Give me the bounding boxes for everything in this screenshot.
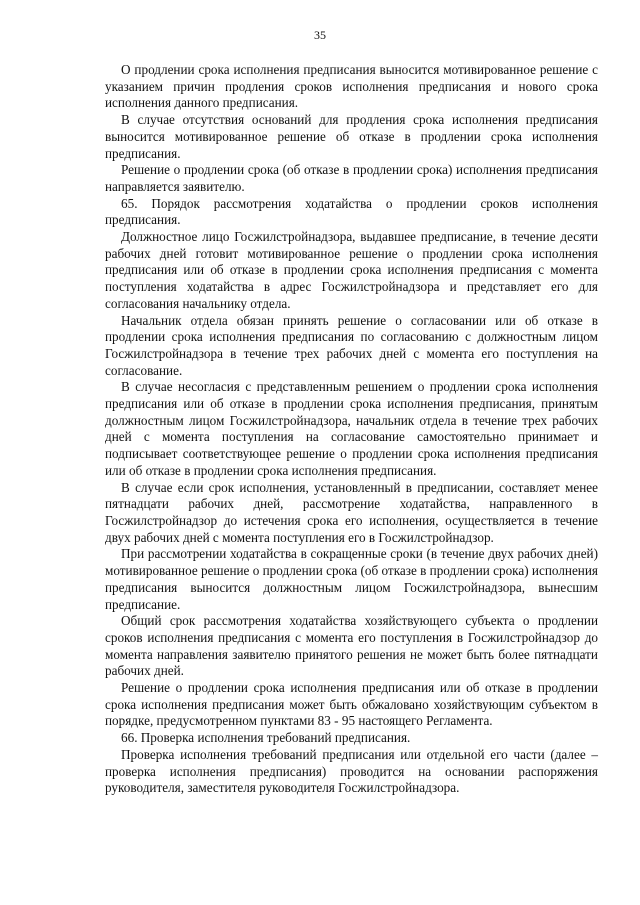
paragraph: Должностное лицо Госжилстройнадзора, выдавшее предписание, в течение десяти рабочих дней готовит мотивированное решение о продлении срока исполнения предписания или об отказе в продлении срока исполнения предписания с момента поступления ходатайства в адрес Госжилстройнадзора и представляет его для согласования начальнику отдела. xyxy=(105,229,598,311)
paragraph: В случае несогласия с представленным решением о продлении срока исполнения предписания или об отказе в продлении срока исполнения предписания, принятым должностным лицом Госжилстройнадзора, начальник отдела в течение трех рабочих дней с момента поступления на согласование самостоятельно принимает и подписывает соответствующее решение о продлении срока исполнения предписания или об отказе в продлении срока исполнения предписания. xyxy=(105,379,598,478)
paragraph: Начальник отдела обязан принять решение о согласовании или об отказе в продлении срока исполнения предписания по согласованию с должностным лицом Госжилстройнадзора в течение трех рабочих дней с момента его поступления на согласование. xyxy=(105,312,598,378)
paragraph: В случае отсутствия оснований для продления срока исполнения предписания выносится мотивированное решение об отказе в продлении срока исполнения предписания. xyxy=(105,112,598,161)
paragraph: В случае если срок исполнения, установленный в предписании, составляет менее пятнадцати рабочих дней, рассмотрение ходатайства, направленного в Госжилстройнадзор до истечения срока его исполнения, осуществляется в течение двух рабочих дней с момента поступления его в Госжилстройнадзор. xyxy=(105,479,598,545)
section-heading-66: 66. Проверка исполнения требований предписания. xyxy=(121,730,411,746)
paragraph: О продлении срока исполнения предписания выносится мотивированное решение с указанием причин продления сроков исполнения предписания и нового срока исполнения данного предписания. xyxy=(105,62,598,111)
page-number: 35 xyxy=(314,28,326,42)
paragraph: Решение о продлении срока исполнения предписания или об отказе в продлении срока исполнения предписания может быть обжаловано хозяйствующим субъектом в порядке, предусмотренном пунктами 83 - 95 настоящего Регламента. xyxy=(105,680,598,729)
paragraph: Решение о продлении срока (об отказе в продлении срока) исполнения предписания направляется заявителю. xyxy=(105,162,598,194)
section-heading-65: 65. Порядок рассмотрения ходатайства о продлении сроков исполнения предписания. xyxy=(105,195,598,228)
paragraph: При рассмотрении ходатайства в сокращенные сроки (в течение двух рабочих дней) мотивированное решение о продлении срока (об отказе в продлении срока) исполнения предписания выносится должностным лицом Госжилстройнадзора, вынесшим предписание. xyxy=(105,546,598,612)
paragraph: Общий срок рассмотрения ходатайства хозяйствующего субъекта о продлении сроков исполнения предписания с момента его поступления в Госжилстройнадзор до момента направления заявителю принятого решения не может быть более пятнадцати рабочих дней. xyxy=(105,613,598,679)
document-body xyxy=(105,62,598,797)
paragraph: Проверка исполнения требований предписания или отдельной его части (далее – проверка исполнения предписания) проводится на основании распоряжения руководителя, заместителя руководителя Госжилстройнадзора. xyxy=(105,746,598,796)
